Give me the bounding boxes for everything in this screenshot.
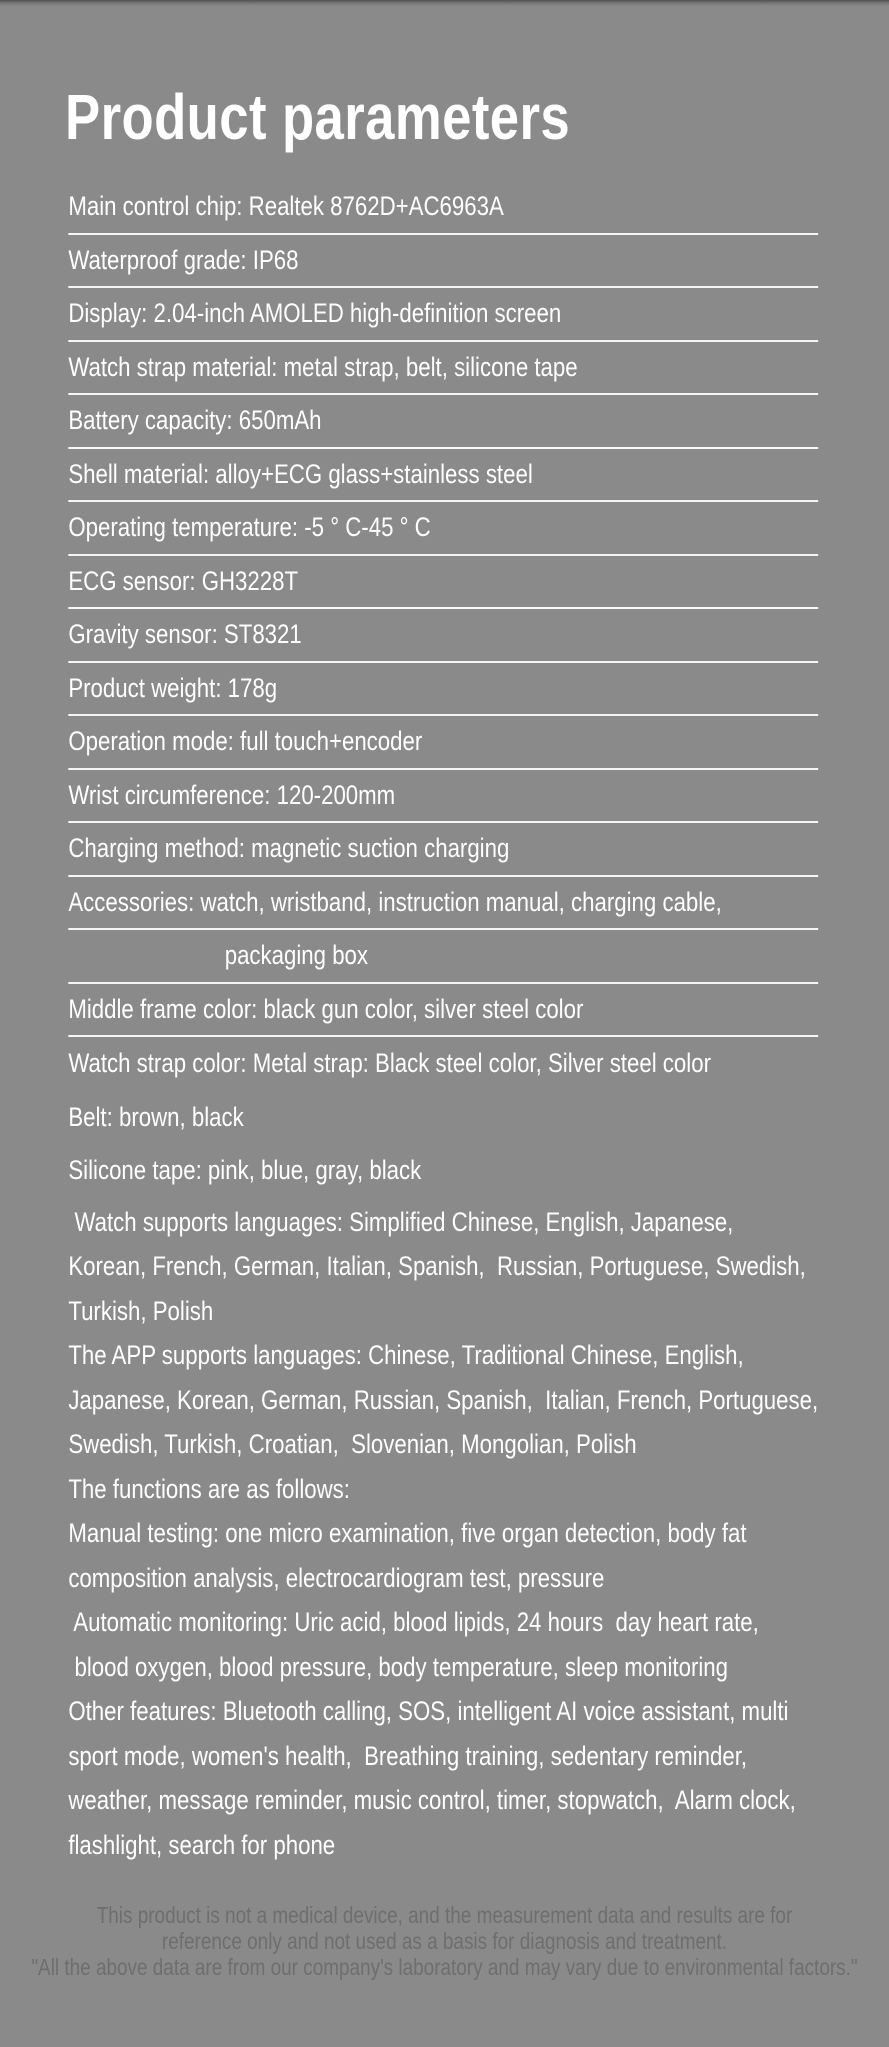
spec-row-continuation [68, 930, 818, 984]
spec-text: ECG sensor: GH3228T [68, 565, 299, 596]
spec-text: packaging box [224, 940, 369, 971]
disclaimer [0, 1902, 889, 1980]
page-title: Product parameters [65, 81, 571, 153]
spec-text: Operating temperature: -5 ° C-45 ° C [68, 512, 431, 543]
spec-text: Shell material: alloy+ECG glass+stainless steel [68, 458, 533, 489]
spec-row [68, 235, 818, 289]
detail-line: Automatic monitoring: Uric acid, blood lipids, 24 hours day heart rate, [68, 1607, 759, 1638]
detail-line: weather, message reminder, music control, timer, stopwatch, Alarm clock, [68, 1785, 796, 1816]
spec-row [68, 663, 818, 717]
spec-row [68, 342, 818, 396]
detail-line: Watch supports languages: Simplified Chinese, English, Japanese, [68, 1206, 734, 1237]
spec-row [68, 716, 818, 770]
spec-text: Charging method: magnetic suction charging [68, 833, 510, 864]
spec-text: Main control chip: Realtek 8762D+AC6963A [68, 191, 504, 222]
detail-line: The APP supports languages: Chinese, Traditional Chinese, English, [68, 1340, 744, 1371]
spec-text: Watch strap material: metal strap, belt, silicone tape [68, 351, 578, 382]
spec-text: Gravity sensor: ST8321 [68, 619, 302, 650]
detail-line: Turkish, Polish [68, 1295, 214, 1326]
feature-details [68, 1200, 883, 1868]
spec-text: Waterproof grade: IP68 [68, 244, 299, 275]
spec-row [68, 288, 818, 342]
spec-row [68, 502, 818, 556]
detail-line: Japanese, Korean, German, Russian, Spanish, Italian, French, Portuguese, [68, 1384, 819, 1415]
spec-text: Operation mode: full touch+encoder [68, 726, 423, 757]
detail-line: Swedish, Turkish, Croatian, Slovenian, Mongolian, Polish [68, 1429, 637, 1460]
spec-text: Product weight: 178g [68, 672, 278, 703]
detail-line: Korean, French, German, Italian, Spanish, Russian, Portuguese, Swedish, [68, 1251, 806, 1282]
spec-row [68, 181, 818, 235]
detail-line: Other features: Bluetooth calling, SOS, intelligent AI voice assistant, multi [68, 1696, 789, 1727]
spec-row [68, 556, 818, 610]
detail-line: The functions are as follows: [68, 1473, 350, 1504]
spec-row [68, 823, 818, 877]
detail-line: blood oxygen, blood pressure, body temperature, sleep monitoring [68, 1651, 729, 1682]
disclaimer-line: reference only and not used as a basis for diagnosis and treatment. [161, 1928, 728, 1954]
spec-text: Middle frame color: black gun color, silver steel color [68, 993, 584, 1024]
spec-row [68, 609, 818, 663]
spec-text: Watch strap color: Metal strap: Black steel color, Silver steel color [68, 1048, 711, 1079]
spec-row [68, 449, 818, 503]
spec-row [68, 1091, 818, 1145]
spec-row [68, 984, 818, 1038]
spec-text: Wrist circumference: 120-200mm [68, 779, 396, 810]
spec-text: Silicone tape: pink, blue, gray, black [68, 1155, 422, 1186]
spec-row [68, 770, 818, 824]
spec-row [68, 1037, 818, 1091]
detail-line: sport mode, women's health, Breathing training, sedentary reminder, [68, 1740, 748, 1771]
detail-line: composition analysis, electrocardiogram test, pressure [68, 1562, 605, 1593]
spec-row [68, 877, 818, 931]
spec-row [68, 395, 818, 449]
spec-text: Display: 2.04-inch AMOLED high-definition screen [68, 298, 562, 329]
disclaimer-line: This product is not a medical device, and the measurement data and results are for [96, 1902, 793, 1928]
spec-text: Belt: brown, black [68, 1101, 244, 1132]
disclaimer-line: "All the above data are from our company's laboratory and may vary due to environmental factors." [31, 1954, 858, 1980]
top-edge-shadow [0, 0, 889, 6]
spec-list [68, 181, 818, 1198]
detail-line: Manual testing: one micro examination, five organ detection, body fat [68, 1518, 747, 1549]
spec-row [68, 1144, 818, 1198]
detail-line: flashlight, search for phone [68, 1829, 336, 1860]
spec-text: Battery capacity: 650mAh [68, 405, 322, 436]
spec-text: Accessories: watch, wristband, instruction manual, charging cable, [68, 886, 722, 917]
